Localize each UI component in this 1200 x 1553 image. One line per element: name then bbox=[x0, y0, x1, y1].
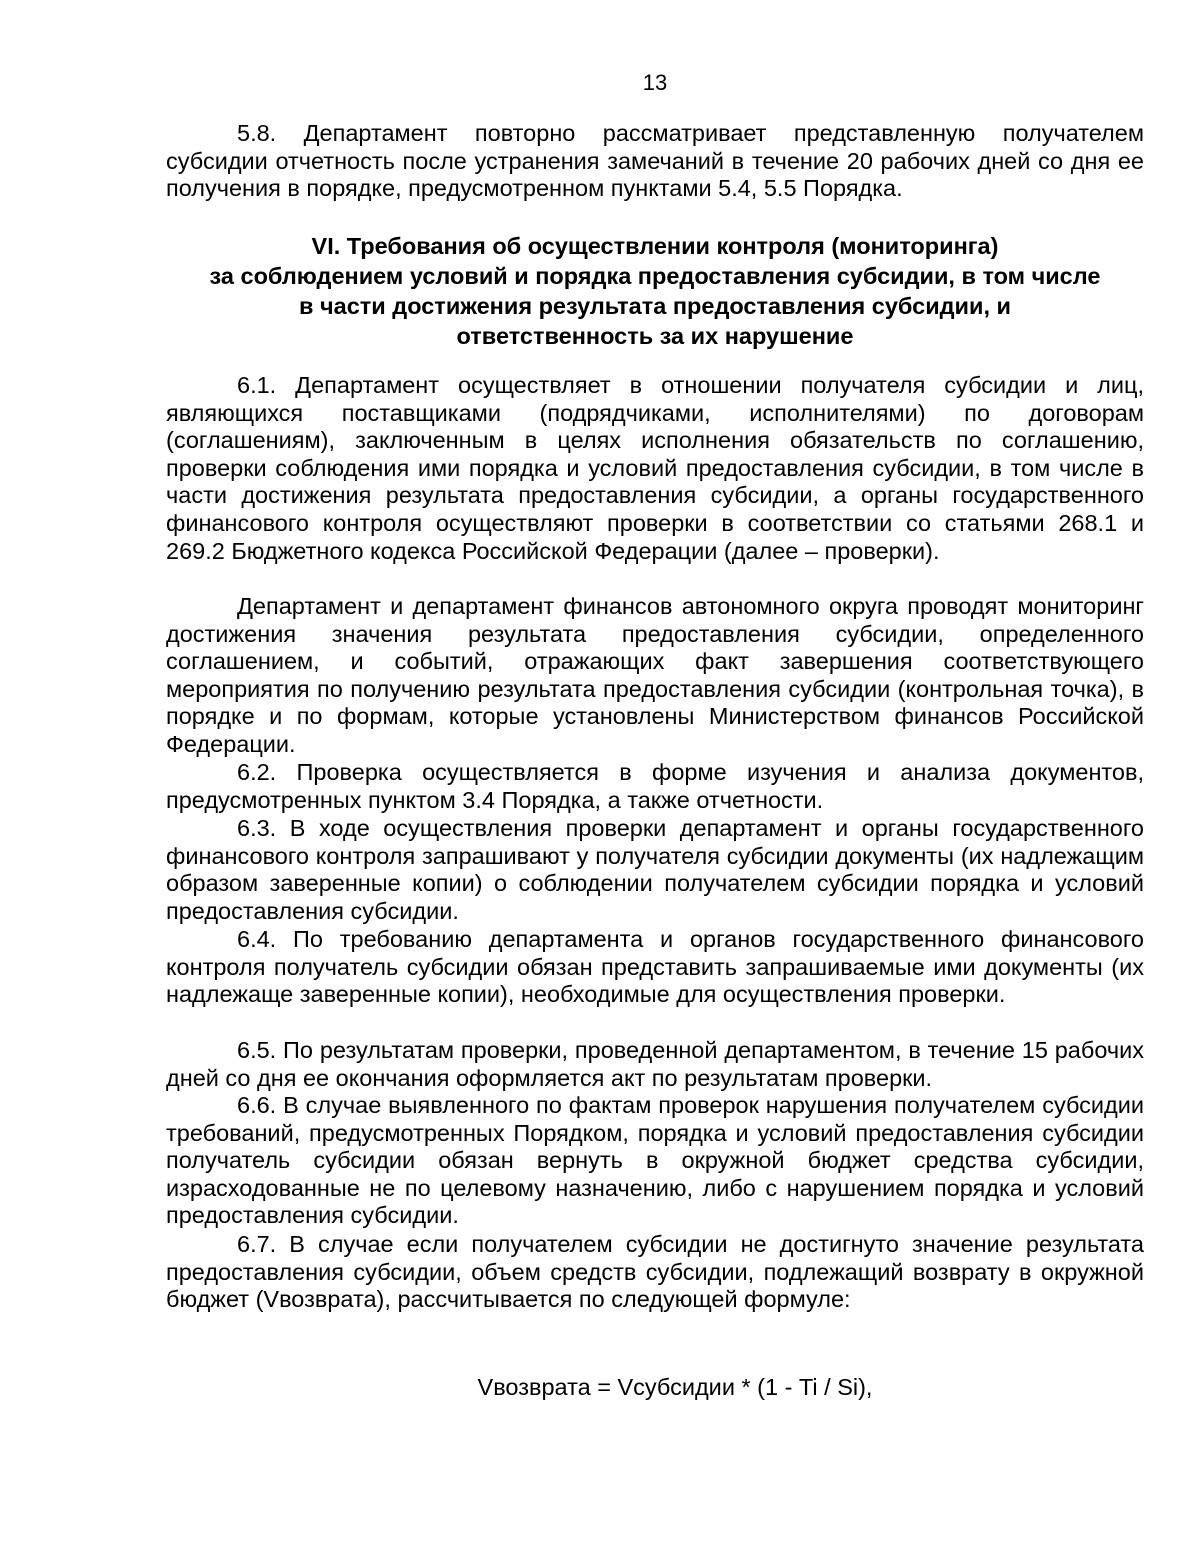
paragraph-6-4: 6.4. По требованию департамента и органов государственного финансового контроля получатель субсидии обязан представить запрашиваемые ими документы (их надлежаще заверенные копии), необходимые для осуществления проверки. bbox=[166, 926, 1144, 1008]
paragraph-6-1: 6.1. Департамент осуществляет в отношении получателя субсидии и лиц, являющихся поставщиками (подрядчиками, исполнителями) по договорам (соглашениям), заключенным в целях исполнения обязательств по соглашению, проверки соблюдения ими порядка и условий предоставления субсидии, в том числе в части достижения результата предоставления субсидии, а органы государственного финансового контроля осуществляют проверки в соответствии со статьями 268.1 и 269.2 Бюджетного кодекса Российской Федерации (далее – проверки). bbox=[166, 372, 1144, 564]
paragraph-monitoring: Департамент и департамент финансов автономного округа проводят мониторинг достижения значения результата предоставления субсидии, определенного соглашением, и событий, отражающих факт завершения соответствующего мероприятия по получению результата предоставления субсидии (контрольная точка), в порядке и по формам, которые установлены Министерством финансов Российской Федерации. bbox=[166, 593, 1144, 757]
paragraph-6-3: 6.3. В ходе осуществления проверки департамент и органы государственного финансового контроля запрашивают у получателя субсидии документы (их надлежащим образом заверенные копии) о соблюдении получателем субсидии порядка и условий предоставления субсидии. bbox=[166, 815, 1144, 924]
section-heading-line-2: за соблюдением условий и порядка предоставления субсидии, в том числе bbox=[209, 263, 1101, 289]
paragraph-5-8: 5.8. Департамент повторно рассматривает представленную получателем субсидии отчетность после устранения замечаний в течение 20 рабочих дней со дня ее получения в порядке, предусмотренном пунктами 5.4, 5.5 Порядка. bbox=[166, 120, 1144, 202]
section-heading-line-1: VI. Требования об осуществлении контроля (мониторинга) bbox=[311, 233, 999, 259]
paragraph-6-7: 6.7. В случае если получателем субсидии не достигнуто значение результата предоставления субсидии, объем средств субсидии, подлежащий возврату в окружной бюджет (Vвозврата), рассчитывается по следующей формуле: bbox=[166, 1231, 1144, 1313]
section-heading bbox=[166, 231, 1144, 351]
section-heading-line-4: ответственность за их нарушение bbox=[456, 323, 854, 349]
section-heading-line-3: в части достижения результата предоставления субсидии, и bbox=[299, 293, 1011, 319]
paragraph-6-6: 6.6. В случае выявленного по фактам проверок нарушения получателем субсидии требований, предусмотренных Порядком, порядка и условий предоставления субсидии получатель субсидии обязан вернуть в окружной бюджет средства субсидии, израсходованные не по целевому назначению, либо с нарушением порядка и условий предоставления субсидии. bbox=[166, 1092, 1144, 1229]
formula: Vвозврата = Vсубсидии * (1 - Ti / Si), bbox=[477, 1374, 873, 1400]
paragraph-6-5: 6.5. По результатам проверки, проведенной департаментом, в течение 15 рабочих дней со дня ее окончания оформляется акт по результатам проверки. bbox=[166, 1037, 1144, 1091]
page-number: 13 bbox=[642, 70, 668, 95]
paragraph-6-2: 6.2. Проверка осуществляется в форме изучения и анализа документов, предусмотренных пунктом 3.4 Порядка, а также отчетности. bbox=[166, 759, 1144, 813]
